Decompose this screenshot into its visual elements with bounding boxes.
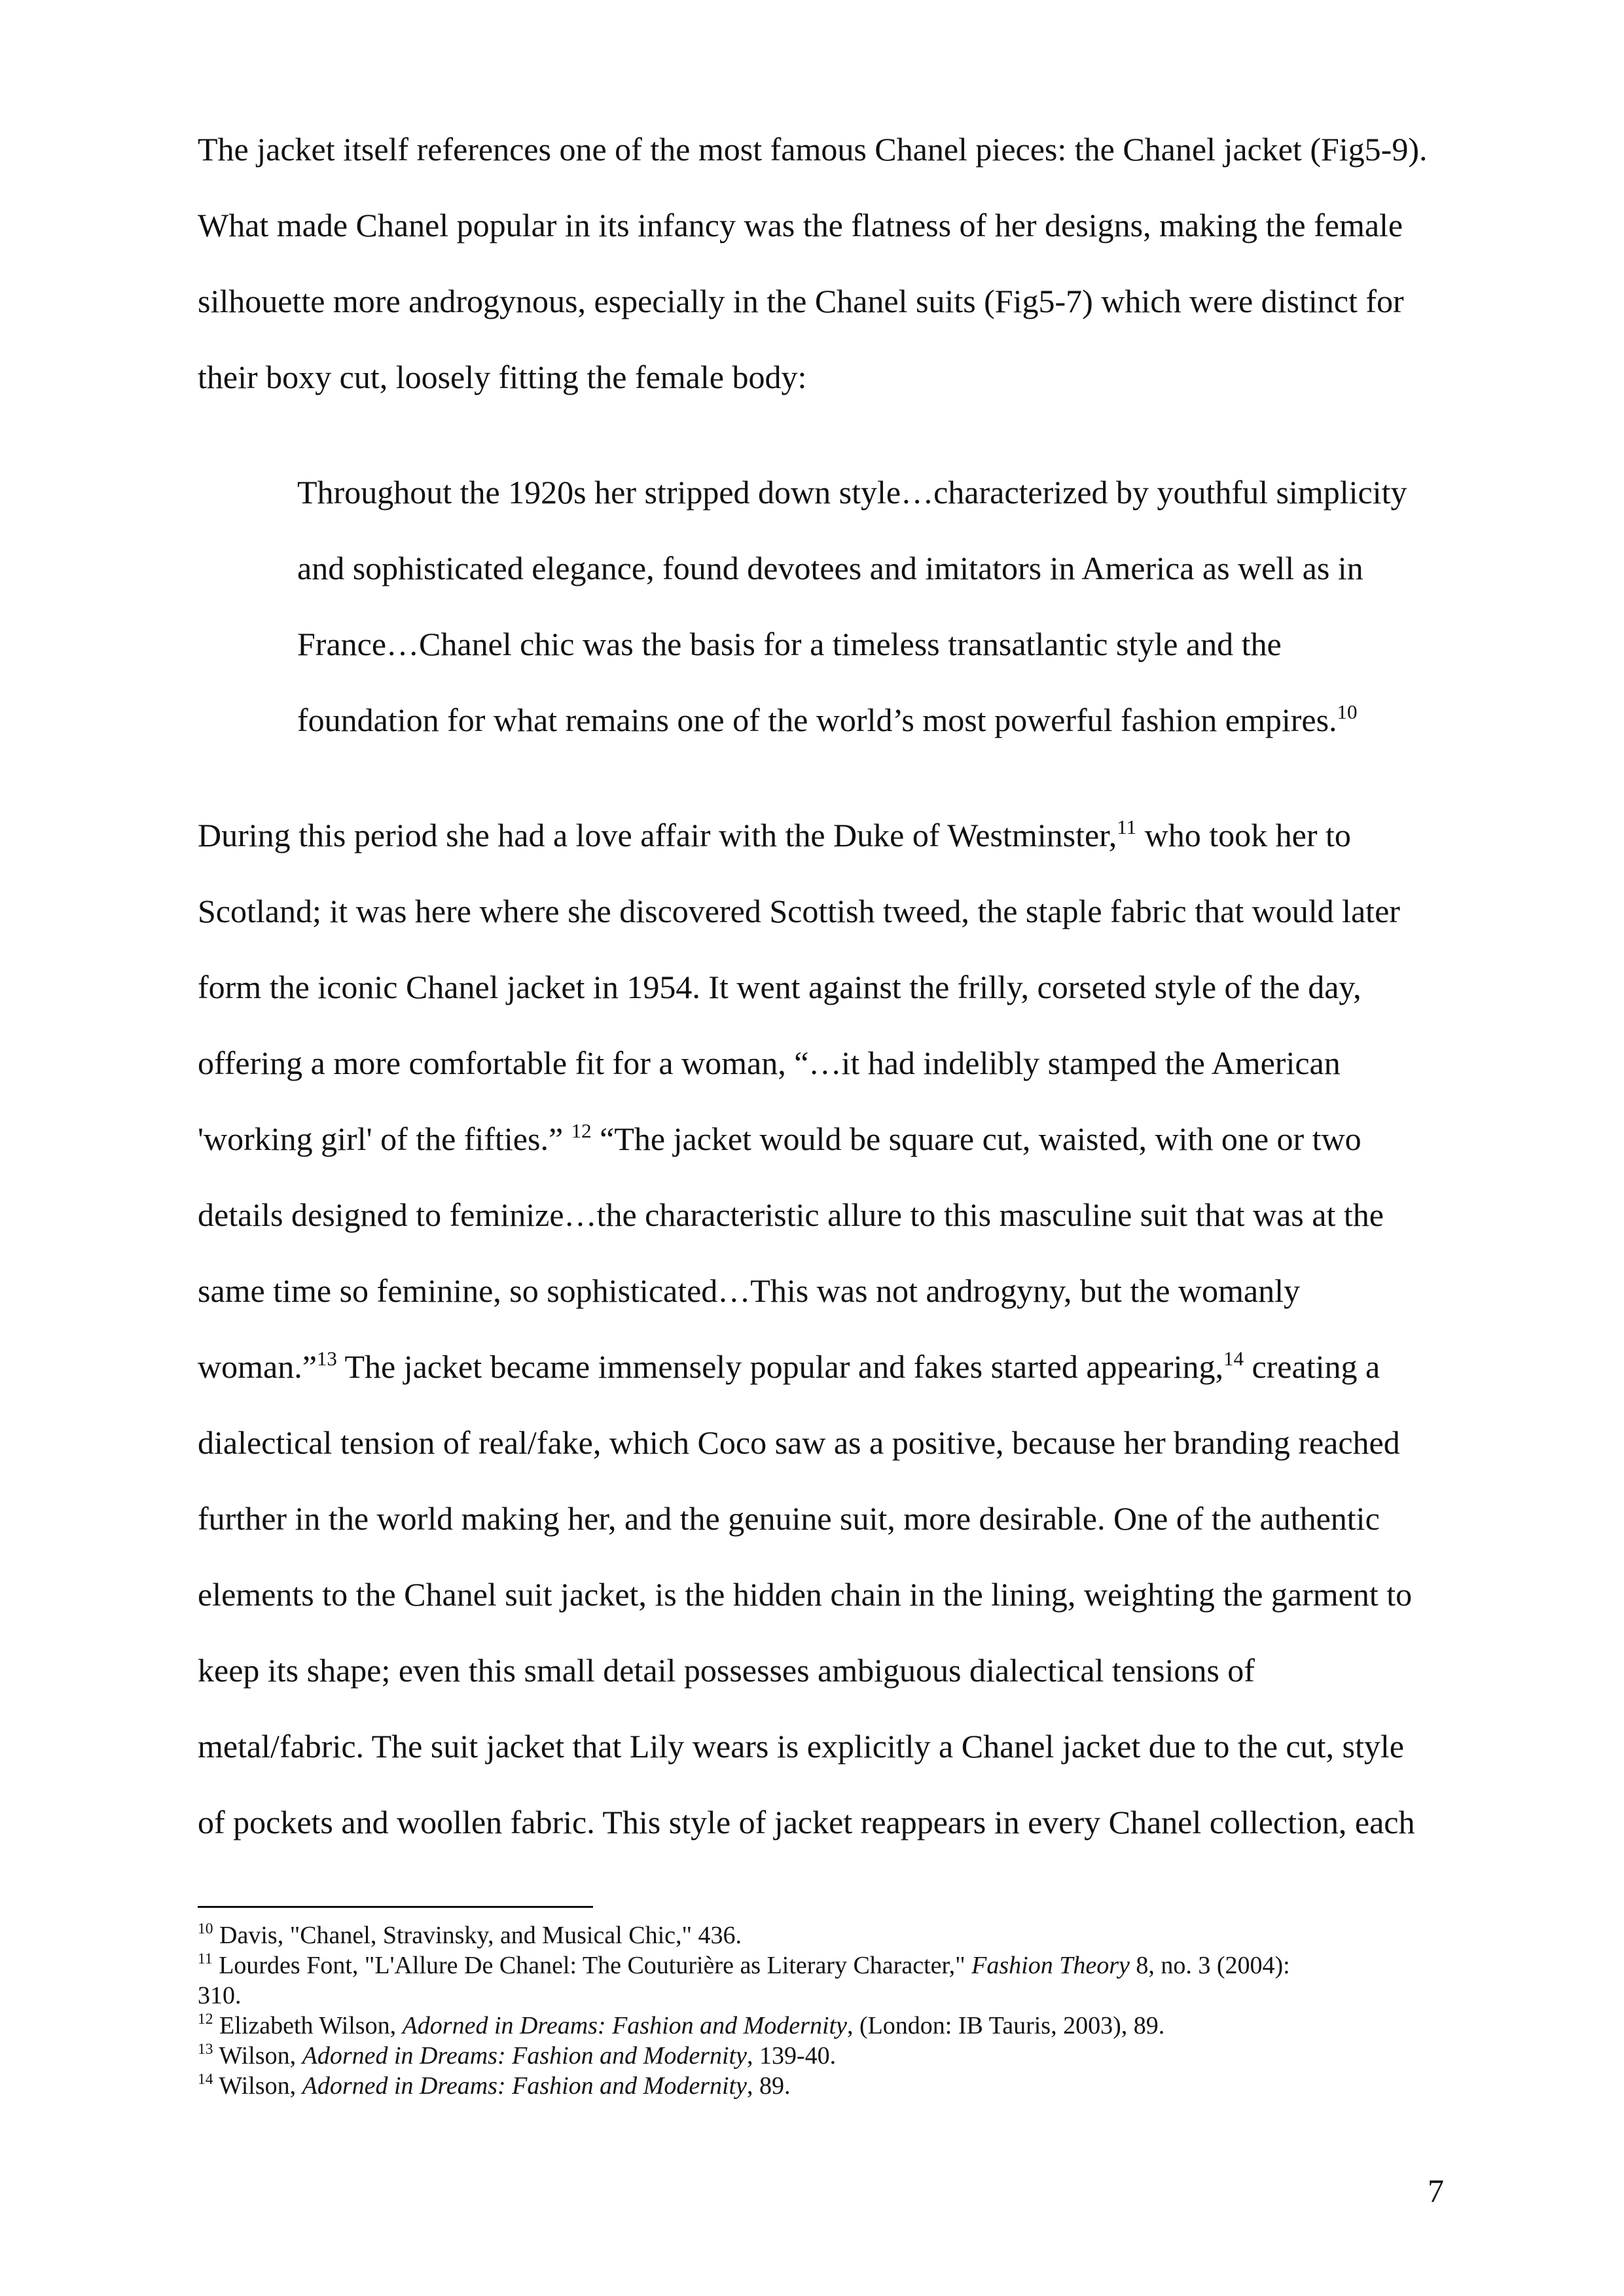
footnote-12	[198, 2011, 1445, 2041]
text-line: form the iconic Chanel jacket in 1954. It went against the frilly, corseted style of the day,	[198, 969, 1362, 1005]
text-line: of pockets and woollen fabric. This style of jacket reappears in every Chanel collection, each	[198, 1804, 1415, 1840]
footnote-text: Wilson,	[213, 2072, 302, 2100]
quote-line-text: foundation for what remains one of the world’s most powerful fashion empires.	[297, 702, 1337, 738]
text-segment: 'working girl' of the fifties.”	[198, 1121, 564, 1157]
body-text	[198, 111, 1445, 1860]
footnote-ref-11[interactable]: 11	[1117, 815, 1137, 838]
text-line	[198, 797, 1445, 873]
footnote-text: , 139-40.	[746, 2042, 837, 2070]
text-line: their boxy cut, loosely fitting the female body:	[198, 359, 807, 395]
footnote-ref-13[interactable]: 13	[316, 1346, 337, 1370]
text-line: further in the world making her, and the genuine suit, more desirable. One of the authentic	[198, 1500, 1380, 1537]
text-line: Scotland; it was here where she discovered Scottish tweed, the staple fabric that would later	[198, 893, 1400, 929]
page-number: 7	[1428, 2172, 1444, 2209]
footnote-ref-14[interactable]: 14	[1223, 1346, 1244, 1370]
footnote-title: Adorned in Dreams: Fashion and Modernity	[302, 2072, 747, 2100]
text-line: silhouette more androgynous, especially in the Chanel suits (Fig5-7) which were distinct for	[198, 283, 1404, 319]
footnote-divider	[198, 1906, 593, 1908]
text-segment: creating a	[1243, 1348, 1380, 1385]
footnote-number: 14	[198, 2071, 213, 2089]
text-segment: During this period she had a love affair with the Duke of Westminster,	[198, 817, 1117, 853]
footnote-number: 11	[198, 1950, 213, 1968]
text-line: keep its shape; even this small detail possesses ambiguous dialectical tensions of	[198, 1652, 1255, 1689]
footnote-11	[198, 1950, 1445, 2011]
quote-line: France…Chanel chic was the basis for a timeless transatlantic style and the	[297, 626, 1282, 662]
text-segment: who took her to	[1136, 817, 1351, 853]
footnote-title: Fashion Theory	[971, 1952, 1130, 1979]
footnote-10	[198, 1920, 1445, 1950]
footnote-title: Adorned in Dreams: Fashion and Modernity	[402, 2012, 847, 2039]
text-line: offering a more comfortable fit for a woman, “…it had indelibly stamped the American	[198, 1045, 1341, 1081]
footnote-text: , (London: IB Tauris, 2003), 89.	[846, 2012, 1165, 2039]
text-line: What made Chanel popular in its infancy was the flatness of her designs, making the female	[198, 207, 1403, 243]
footnote-number: 10	[198, 1920, 213, 1938]
footnote-ref-10[interactable]: 10	[1337, 700, 1358, 723]
footnote-14	[198, 2071, 1445, 2101]
quote-line: Throughout the 1920s her stripped down style…characterized by youthful simplicity	[297, 474, 1407, 511]
text-line	[198, 1329, 1445, 1405]
block-quote	[198, 454, 1445, 758]
text-segment: woman.”	[198, 1348, 317, 1385]
text-segment: “The jacket would be square cut, waisted, with one or two	[591, 1121, 1362, 1157]
footnote-title: Adorned in Dreams: Fashion and Modernity	[302, 2042, 747, 2070]
paragraph-1	[198, 111, 1445, 415]
quote-line: and sophisticated elegance, found devotees and imitators in America as well as in	[297, 550, 1363, 586]
footnotes	[198, 1920, 1445, 2101]
footnote-text: Davis, "Chanel, Stravinsky, and Musical Chic," 436.	[213, 1922, 742, 1949]
footnote-number: 13	[198, 2041, 213, 2058]
footnote-ref-12[interactable]: 12	[571, 1119, 592, 1142]
paragraph-2	[198, 797, 1445, 1860]
quote-line	[297, 682, 1445, 758]
text-line: dialectical tension of real/fake, which Coco saw as a positive, because her branding reached	[198, 1424, 1400, 1461]
text-line: elements to the Chanel suit jacket, is the hidden chain in the lining, weighting the garment to	[198, 1576, 1413, 1613]
footnote-text: 310.	[198, 1982, 242, 2009]
footnote-text: Wilson,	[213, 2042, 302, 2070]
text-line: metal/fabric. The suit jacket that Lily wears is explicitly a Chanel jacket due to the cut, style	[198, 1728, 1404, 1765]
footnote-text: 8, no. 3 (2004):	[1129, 1952, 1290, 1979]
footnote-number: 12	[198, 2011, 213, 2028]
text-line: details designed to feminize…the characteristic allure to this masculine suit that was at the	[198, 1196, 1384, 1233]
footnote-text: , 89.	[746, 2072, 791, 2100]
footnote-text: Lourdes Font, "L'Allure De Chanel: The Couturière as Literary Character,"	[212, 1952, 972, 1979]
footnote-text: Elizabeth Wilson,	[213, 2012, 403, 2039]
text-line: The jacket itself references one of the most famous Chanel pieces: the Chanel jacket (Fig5-9).	[198, 131, 1428, 168]
footnote-13	[198, 2041, 1445, 2071]
text-segment: The jacket became immensely popular and fakes started appearing,	[336, 1348, 1223, 1385]
text-line	[198, 1101, 1445, 1177]
text-line: same time so feminine, so sophisticated…This was not androgyny, but the womanly	[198, 1272, 1300, 1309]
